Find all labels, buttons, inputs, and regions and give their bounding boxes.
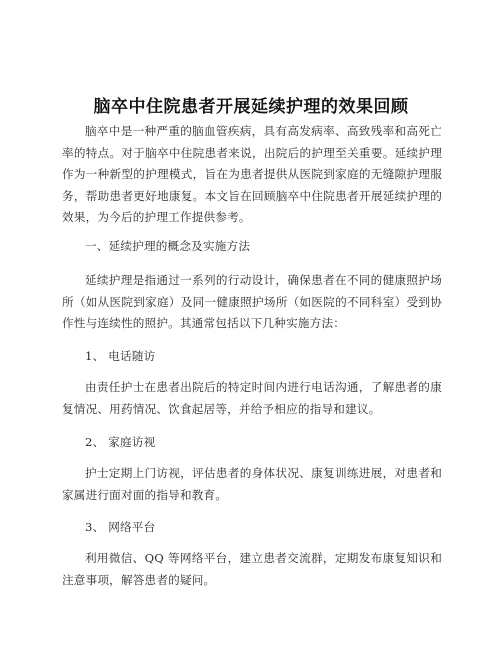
method-body-online: 利用微信、QQ 等网络平台，建立患者交流群，定期发布康复知识和注意事项，解答患者的疑问。 xyxy=(62,551,442,587)
section-paragraph: 延续护理是指通过一系列的行动设计，确保患者在不同的健康照护场所（如从医院到家庭）及同一健康照护场所（如医院的不同科室）受到协作性与连续性的照护。其通常包括以下几种实施方法： xyxy=(62,273,442,330)
method-heading-online: 3、 网络平台 xyxy=(85,520,156,534)
method-heading-phone: 1、 电话随访 xyxy=(85,349,156,363)
document-title: 脑卒中住院患者开展延续护理的效果回顾 xyxy=(93,97,409,117)
intro-paragraph: 脑卒中是一种严重的脑血管疾病，具有高发病率、高致残率和高死亡率的特点。对于脑卒中住院患者来说，出院后的护理至关重要。延续护理作为一种新型的护理模式，旨在为患者提供从医院到家庭的无缝隙护理服务，帮助患者更好地康复。本文旨在回顾脑卒中住院患者开展延续护理的效果，为今后的护理工作提供参考。 xyxy=(62,124,442,224)
section-heading: 一、延续护理的概念及实施方法 xyxy=(85,239,251,253)
method-body-phone: 由责任护士在患者出院后的特定时间内进行电话沟通，了解患者的康复情况、用药情况、饮食起居等，并给予相应的指导和建议。 xyxy=(62,380,442,416)
method-body-home-visit: 护士定期上门访视，评估患者的身体状况、康复训练进展，对患者和家属进行面对面的指导和教育。 xyxy=(62,466,442,502)
method-heading-home-visit: 2、 家庭访视 xyxy=(85,435,156,449)
